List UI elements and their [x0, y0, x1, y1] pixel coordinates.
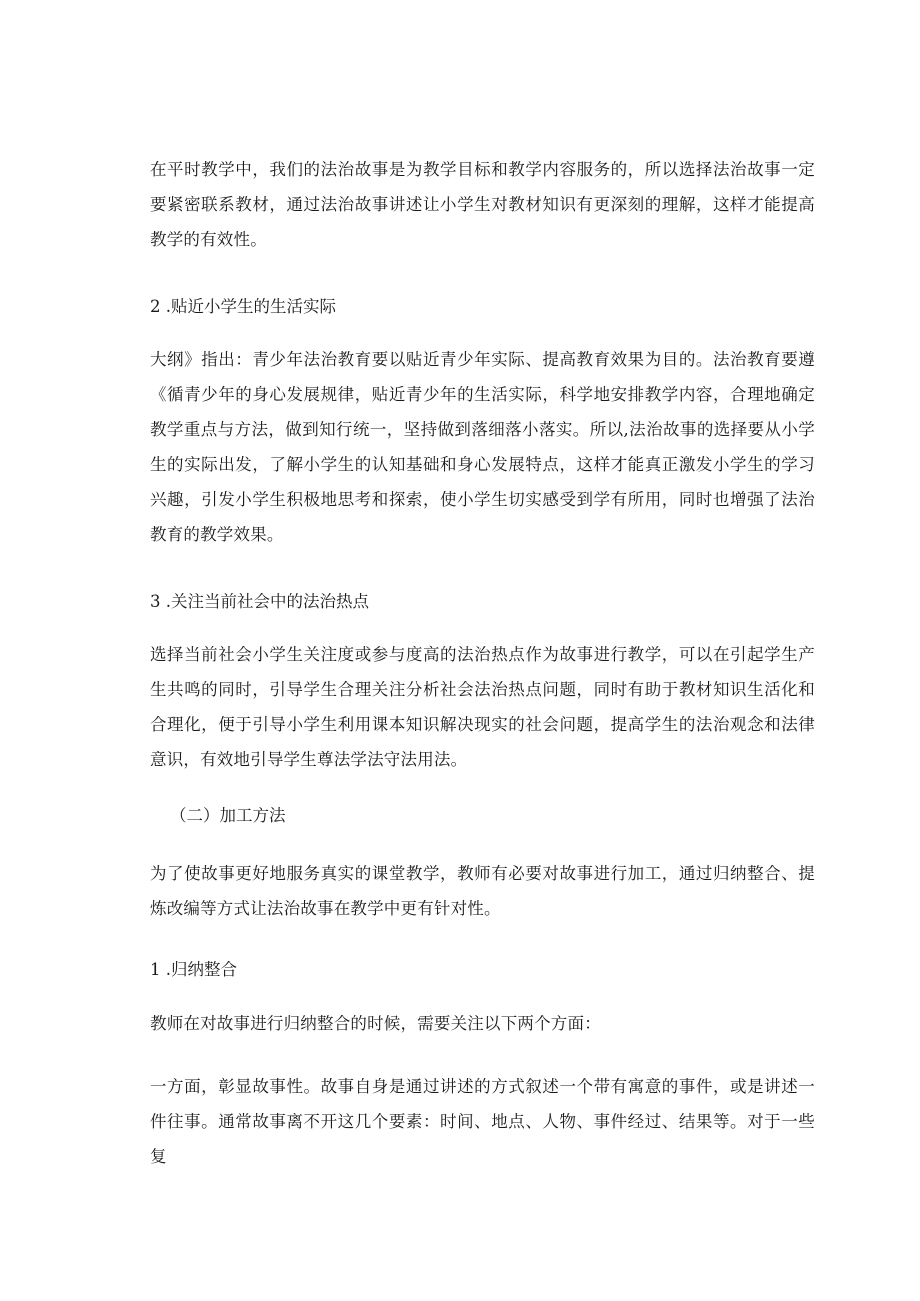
paragraph-two-aspects: 教师在对故事进行归纳整合的时候，需要关注以下两个方面：	[150, 1014, 601, 1033]
paragraph-processing-intro: 为了使故事更好地服务真实的课堂教学，教师有必要对故事进行加工，通过归纳整合、提炼改编等方式让法治故事在教学中更有针对性。	[150, 864, 815, 918]
paragraph-teaching-objectives: 在平时教学中，我们的法治故事是为教学目标和教学内容服务的，所以选择法治故事一定要紧密联系教材，通过法治故事讲述让小学生对教材知识有更深刻的理解，这样才能提高教学的有效性。	[150, 160, 815, 249]
heading-current-legal-hotspots: 3 .关注当前社会中的法治热点	[150, 592, 369, 611]
paragraph-storytelling: 一方面，彰显故事性。故事自身是通过讲述的方式叙述一个带有寓意的事件，或是讲述一件往事。通常故事离不开这几个要素：时间、地点、人物、事件经过、结果等。对于一些复	[150, 1077, 815, 1166]
heading-close-to-student-life: 2 .贴近小学生的生活实际	[150, 297, 336, 316]
heading-processing-methods: （二）加工方法	[170, 806, 286, 825]
paragraph-legal-hotspots: 选择当前社会小学生关注度或参与度高的法治热点作为故事进行教学，可以在引起学生产生共鸣的同时，引导学生合理关注分析社会法治热点问题，同时有助于教材知识生活化和合理化，便于引导小学生利用课本知识解决现实的社会问题，提高学生的法治观念和法律意识，有效地引导学生尊法学法守法用法。	[150, 645, 815, 769]
paragraph-outline-guidance: 大纲》指出：青少年法治教育要以贴近青少年实际、提高教育效果为目的。法治教育要遵《循青少年的身心发展规律，贴近青少年的生活实际，科学地安排教学内容，合理地确定教学重点与方法，做到知行统一，坚持做到落细落小落实。所以,法治故事的选择要从小学生的实际出发，了解小学生的认知基础和身心发展特点，这样才能真正激发小学生的学习兴趣，引发小学生积极地思考和探索，使小学生切实感受到学有所用，同时也增强了法治教育的教学效果。	[150, 350, 815, 544]
heading-summarize-integrate: 1 .归纳整合	[150, 960, 237, 979]
